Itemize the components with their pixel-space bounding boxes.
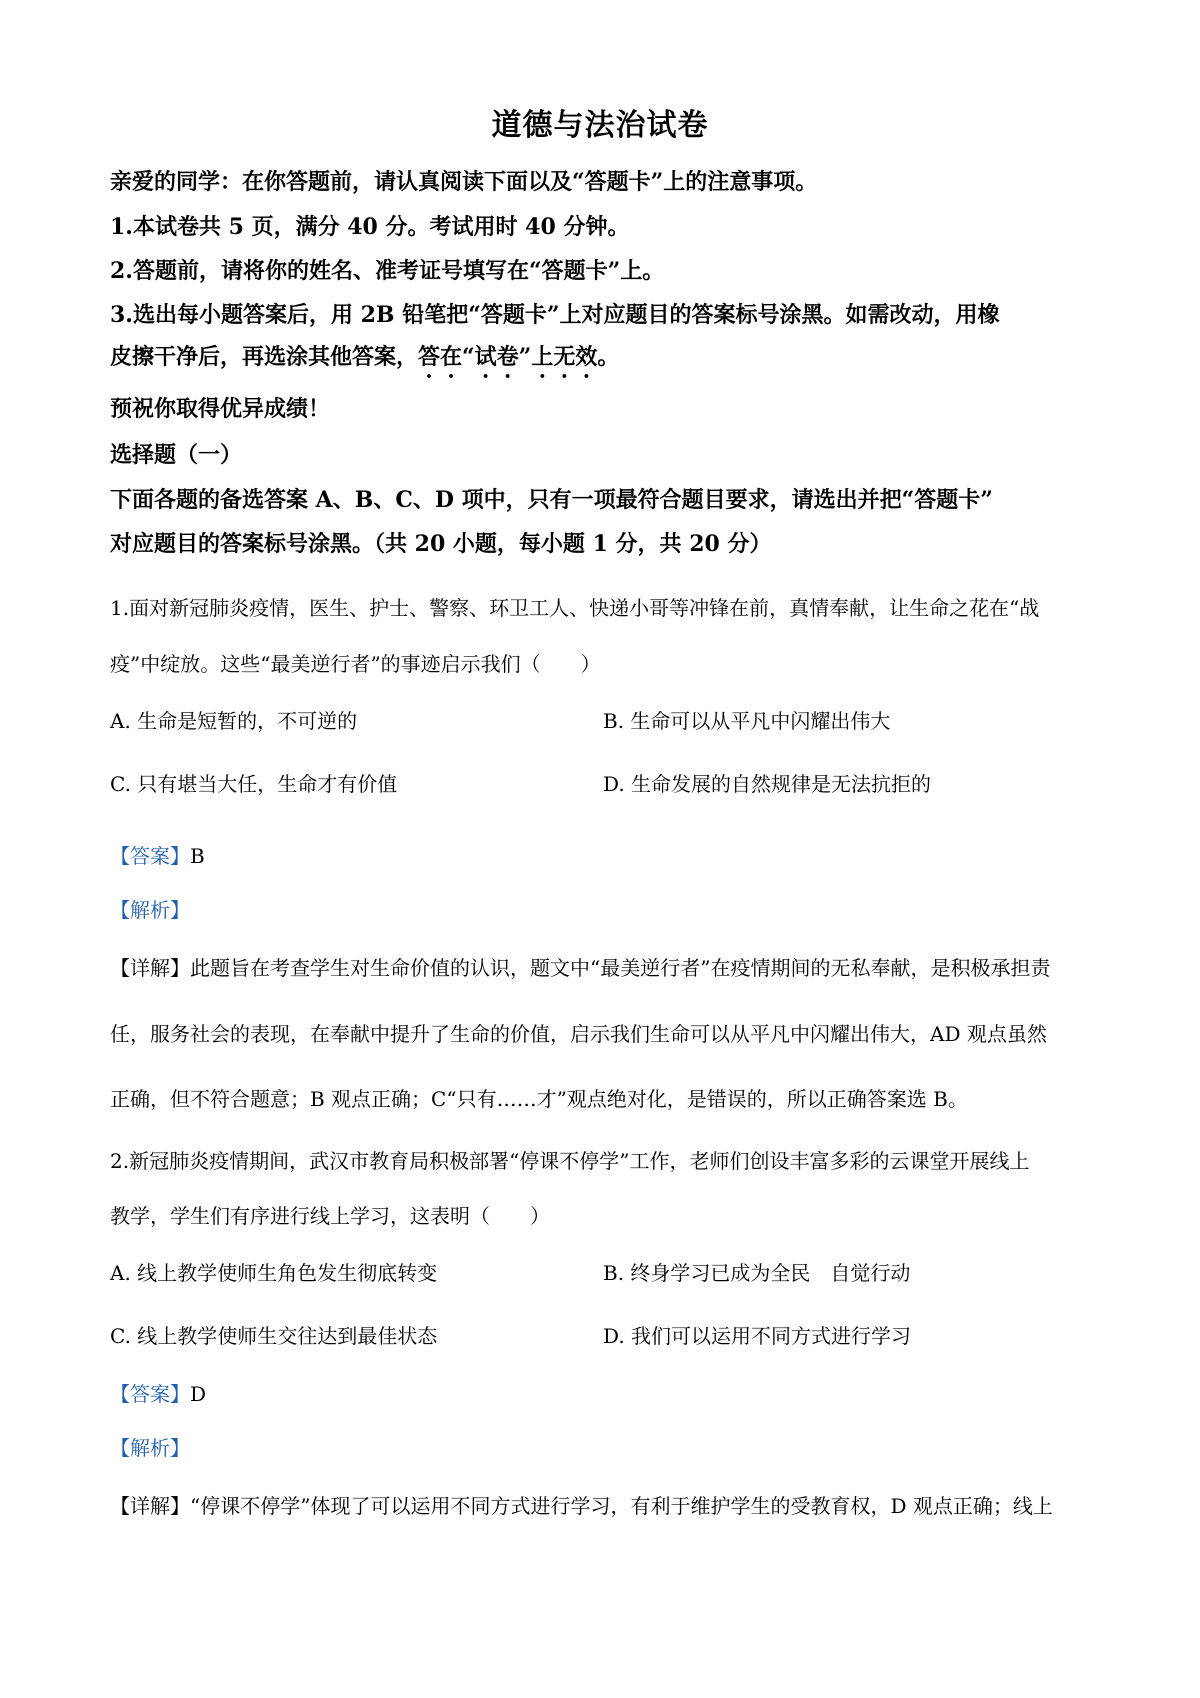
section-title: 选择题（一） bbox=[110, 442, 243, 468]
answer-value: D bbox=[190, 1382, 207, 1406]
question-1-stem-line2: 疫”中绽放。这些“最美逆行者”的事迹启示我们（ ） bbox=[110, 652, 601, 676]
instruction-item-3-line2 bbox=[110, 340, 619, 383]
question-2-analysis-label: 【解析】 bbox=[110, 1436, 190, 1460]
instruction-item-1: 1.本试卷共 5 页，满分 40 分。考试用时 40 分钟。 bbox=[110, 214, 630, 240]
question-2-detail-line1: 【详解】“停课不停学”体现了可以运用不同方式进行学习，有利于维护学生的受教育权，D 观点正确；线上 bbox=[110, 1494, 1053, 1518]
question-2-stem-line2: 教学，学生们有序进行线上学习，这表明（ ） bbox=[110, 1204, 550, 1228]
question-2-answer bbox=[110, 1378, 206, 1407]
answer-value: B bbox=[190, 844, 205, 868]
instruction-item-2: 2.答题前，请将你的姓名、准考证号填写在“答题卡”上。 bbox=[110, 258, 665, 284]
instruction-item-3-line1: 3.选出每小题答案后，用 2B 铅笔把“答题卡”上对应题目的答案标号涂黑。如需改动，用橡 bbox=[110, 302, 1000, 328]
question-1-stem-line1: 1.面对新冠肺炎疫情，医生、护士、警察、环卫工人、快递小哥等冲锋在前，真情奉献，让生命之花在“战 bbox=[110, 596, 1040, 620]
question-1-option-a: A. 生命是短暂的，不可逆的 bbox=[110, 709, 358, 733]
question-1-option-c: C. 只有堪当大任，生命才有价值 bbox=[110, 772, 398, 796]
page-title: 道德与法治试卷 bbox=[491, 108, 709, 143]
instruction-item-3-text: 皮擦干净后，再选涂其他答案， bbox=[110, 344, 419, 370]
question-1-option-d: D. 生命发展的自然规律是无法抗拒的 bbox=[603, 772, 932, 796]
question-2-option-c: C. 线上教学使师生交往达到最佳状态 bbox=[110, 1324, 438, 1348]
question-1-option-b: B. 生命可以从平凡中闪耀出伟大 bbox=[603, 709, 891, 733]
question-1-detail-line3: 正确，但不符合题意；B 观点正确；C“只有……才”观点绝对化，是错误的，所以正确答案选 B。 bbox=[110, 1087, 968, 1111]
question-1-analysis-label: 【解析】 bbox=[110, 898, 190, 922]
instruction-item-3-emphasis: 答在“试卷”上无效。 bbox=[418, 344, 620, 370]
question-2-stem-line1: 2.新冠肺炎疫情期间，武汉市教育局积极部署“停课不停学”工作，老师们创设丰富多彩的云课堂开展线上 bbox=[110, 1149, 1030, 1173]
question-2-option-d: D. 我们可以运用不同方式进行学习 bbox=[603, 1324, 912, 1348]
question-1-detail-line2: 任，服务社会的表现，在奉献中提升了生命的价值，启示我们生命可以从平凡中闪耀出伟大，AD 观点虽然 bbox=[110, 1022, 1047, 1046]
question-2-option-b: B. 终身学习已成为全民 自觉行动 bbox=[603, 1261, 911, 1285]
answer-label: 【答案】 bbox=[110, 844, 190, 868]
instruction-wish: 预祝你取得优异成绩！ bbox=[110, 396, 331, 422]
question-2-option-a: A. 线上教学使师生角色发生彻底转变 bbox=[110, 1261, 438, 1285]
answer-label: 【答案】 bbox=[110, 1382, 190, 1406]
question-1-detail-line1: 【详解】此题旨在考查学生对生命价值的认识，题文中“最美逆行者”在疫情期间的无私奉献，是积极承担责 bbox=[110, 956, 1051, 980]
instruction-greeting: 亲爱的同学：在你答题前，请认真阅读下面以及“答题卡”上的注意事项。 bbox=[110, 169, 818, 195]
section-desc-line1: 下面各题的备选答案 A、B、C、D 项中，只有一项最符合题目要求，请选出并把“答题卡” bbox=[110, 487, 993, 513]
question-1-answer bbox=[110, 840, 205, 869]
section-desc-line2: 对应题目的答案标号涂黑。（共 20 小题，每小题 1 分，共 20 分） bbox=[110, 531, 772, 557]
